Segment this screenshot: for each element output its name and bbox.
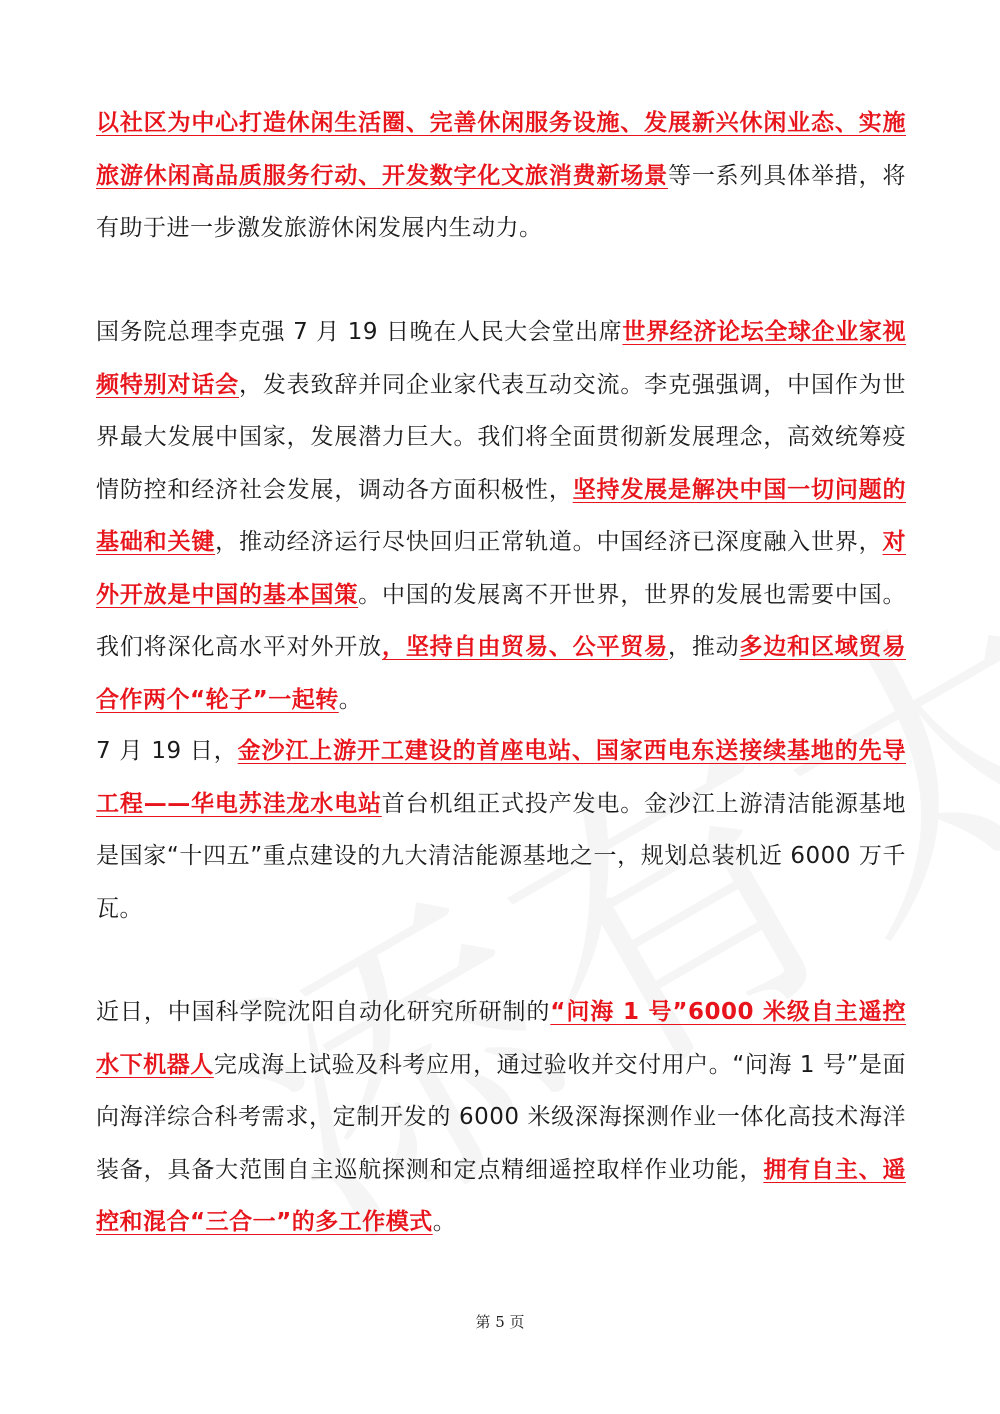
highlighted-text: 以社区为中心打造休闲生活圈、完善休闲服务设施、发展新兴休闲业态、实施旅游休闲高品质服务行动、开发数字化文旅消费新场景 — [96, 110, 906, 189]
highlighted-text: 金沙江上游开工建设的首座电站、国家西电东送接续基地的先导工程——华电苏洼龙水电站 — [96, 738, 906, 817]
body-text: 近日，中国科学院沈阳自动化研究所研制的 — [96, 999, 551, 1025]
highlighted-text: 多边和区域贸易合作两个“轮子”一起转 — [96, 634, 907, 713]
highlighted-text: “问海 1 号”6000 米级自主遥控水下机器人 — [96, 999, 906, 1078]
body-text: 完成海上试验及科考应用，通过验收并交付用户。“问海 1 号”是面向海洋综合科考需求，定制开发的 6000 米级深海探测作业一体化高技术海洋装备，具备大范围自主巡航探测和定点精细遥控取样作业功能， — [96, 1051, 906, 1183]
paragraph — [96, 725, 906, 935]
body-text: 等一系列具体举措，将有助于进一步激发旅游休闲发展内生动力。 — [96, 162, 907, 241]
paragraph — [96, 306, 906, 726]
body-text: 。 — [338, 686, 363, 713]
body-text: 7 月 19 日， — [96, 738, 238, 764]
page-number: 第 5 页 — [475, 1313, 525, 1331]
highlighted-text: 拥有自主、遥控和混合“三合一”的多工作模式 — [96, 1156, 907, 1235]
body-text: ，推动经济运行尽快回归正常轨道。中国经济已深度融入世界， — [215, 529, 883, 555]
highlighted-text: 世界经济论坛全球企业家视频特别对话会 — [96, 319, 906, 398]
highlighted-text: 对外开放是中国的基本国策 — [96, 529, 907, 608]
body-text: ，发表致辞并同企业家代表互动交流。李克强强调，中国作为世界最大发展中国家，发展潜力巨大。我们将全面贯彻新发展理念，高效统筹疫情防控和经济社会发展，调动各方面积极性， — [96, 371, 906, 503]
body-text: 。 — [432, 1209, 457, 1235]
body-text: ，推动 — [668, 634, 740, 660]
paragraph — [96, 986, 906, 1249]
body-text: 。中国的发展离不开世界，世界的发展也需要中国。我们将深化高水平对外开放 — [96, 581, 907, 660]
highlighted-text: ，坚持自由贸易、公平贸易 — [382, 634, 668, 660]
body-text: 国务院总理李克强 7 月 19 日晚在人民大会堂出席 — [96, 319, 623, 345]
paragraph — [96, 97, 906, 255]
highlighted-text: 坚持发展是解决中国一切问题的基础和关键 — [96, 476, 907, 555]
body-text: 首台机组正式投产发电。金沙江上游清洁能源基地是国家“十四五”重点建设的九大清洁能源基地之一，规划总装机近 6000 万千瓦。 — [96, 790, 906, 922]
